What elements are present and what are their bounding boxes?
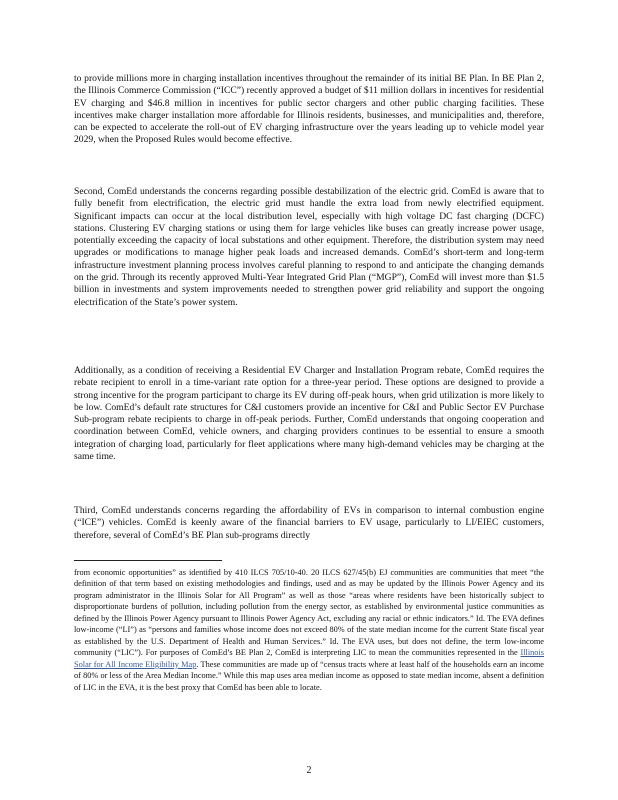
body-paragraph-grid-concerns: Second, ComEd understands the concerns regarding possible destabilization of the electric grid. ComEd is aware that to fully benefit from electrification, the electric grid must handle the extra load from newly electrified equipment. Significant impacts can occur at the local distribution level, especially with high voltage DC fast charging (DCFC) stations. Clustering EV charging stations or using them for large vehicles like buses can greatly increase power usage, potentially exceeding the capacity of local substations and other equipment. Therefore, the distribution system may need upgrades or modifications to manage higher peak loads and increased demands. ComEd’s short-term and long-term infrastructure investment planning process involves careful planning to respond to and anticipate the changing demands on the grid. Through its recently approved Multi-Year Integrated Grid Plan (“MGP”), ComEd will invest more than $1.5 billion in investments and system improvements needed to strengthen power grid reliability and support the ongoing electrification of the State’s power system. [74, 186, 544, 308]
footnote-text-start: from economic opportunities” as identified by 410 ILCS 705/10-40. 20 ILCS 627/45(b) EJ communities are communities that meet “the definition of that term based on existing methodologies and findings, used and as may be updated by the Illinois Power Agency and its program administrator in the Illinois Solar for All Program” as well as those “areas where residents have been historically subject to disproportionate burdens of pollution, including pollution from the energy sector, as established by environmental justice communities as defined by the Illinois Power Agency pursuant to Illinois Power Agency Act, excluding any racial or ethnic indicators.” Id. The EVA defines low-income (“LI”) as “persons and families whose income does not exceed 80% of the state median income for the current State fiscal year as established by the U.S. Department of Health and Human Services.” Id. The EVA uses, but does not define, the term low-income community (“LIC”). For purposes of ComEd’s BE Plan 2, ComEd is interpreting LIC to mean the communities represented in the [74, 568, 544, 658]
body-paragraph-affordability: Third, ComEd understands concerns regarding the affordability of EVs in comparison to internal combustion engine (“ICE”) vehicles. ComEd is keenly aware of the financial barriers to EV usage, particularly to LI/EIEC customers, therefore, several of ComEd’s BE Plan sub-programs directly [74, 505, 544, 541]
page-number: 2 [306, 765, 312, 776]
footnote-map-link[interactable]: Illinois Solar for All Income Eligibility Map [74, 648, 544, 669]
footnote-separator [74, 560, 222, 561]
body-paragraph-incentives: to provide millions more in charging installation incentives throughout the remainder of its initial BE Plan. In BE Plan 2, the Illinois Commerce Commission (“ICC”) recently approved a budget of $11 million dollars in incentives for residential EV charging and $46.8 million in incentives for public sector chargers and other public charging facilities. These incentives make charger installation more affordable for Illinois residents, businesses, and municipalities and, therefore, can be expected to accelerate the roll-out of EV charging infrastructure over the years leading up to vehicle model year 2029, when the Proposed Rules would become effective. [74, 73, 544, 146]
footnote-text-end: . These communities are made up of “census tracts where at least half of the households earn an income of 80% or less of the Area Median Income.” While this map uses area median income as opposed to state median income, absent a definition of LIC in the EVA, it is the best proxy that ComEd has been able to locate. [74, 659, 544, 692]
footnote [74, 567, 544, 693]
body-paragraph-time-variant-rate: Additionally, as a condition of receiving a Residential EV Charger and Installation Program rebate, ComEd requires the rebate recipient to enroll in a time-variant rate option for a three-year period. These options are designed to provide a strong incentive for the program participant to charge its EV during off-peak hours, when grid utilization is more likely to be low. ComEd’s default rate structures for C&I customers provide an incentive for C&I and Public Sector EV Purchase Sub-program rebate recipients to charge in off-peak periods. Further, ComEd understands that ongoing cooperation and coordination between ComEd, vehicle owners, and charging providers continues to be essential to ensure a smooth integration of charging load, particularly for fleet applications where many high-demand vehicles may be charging at the same time. [74, 365, 544, 463]
